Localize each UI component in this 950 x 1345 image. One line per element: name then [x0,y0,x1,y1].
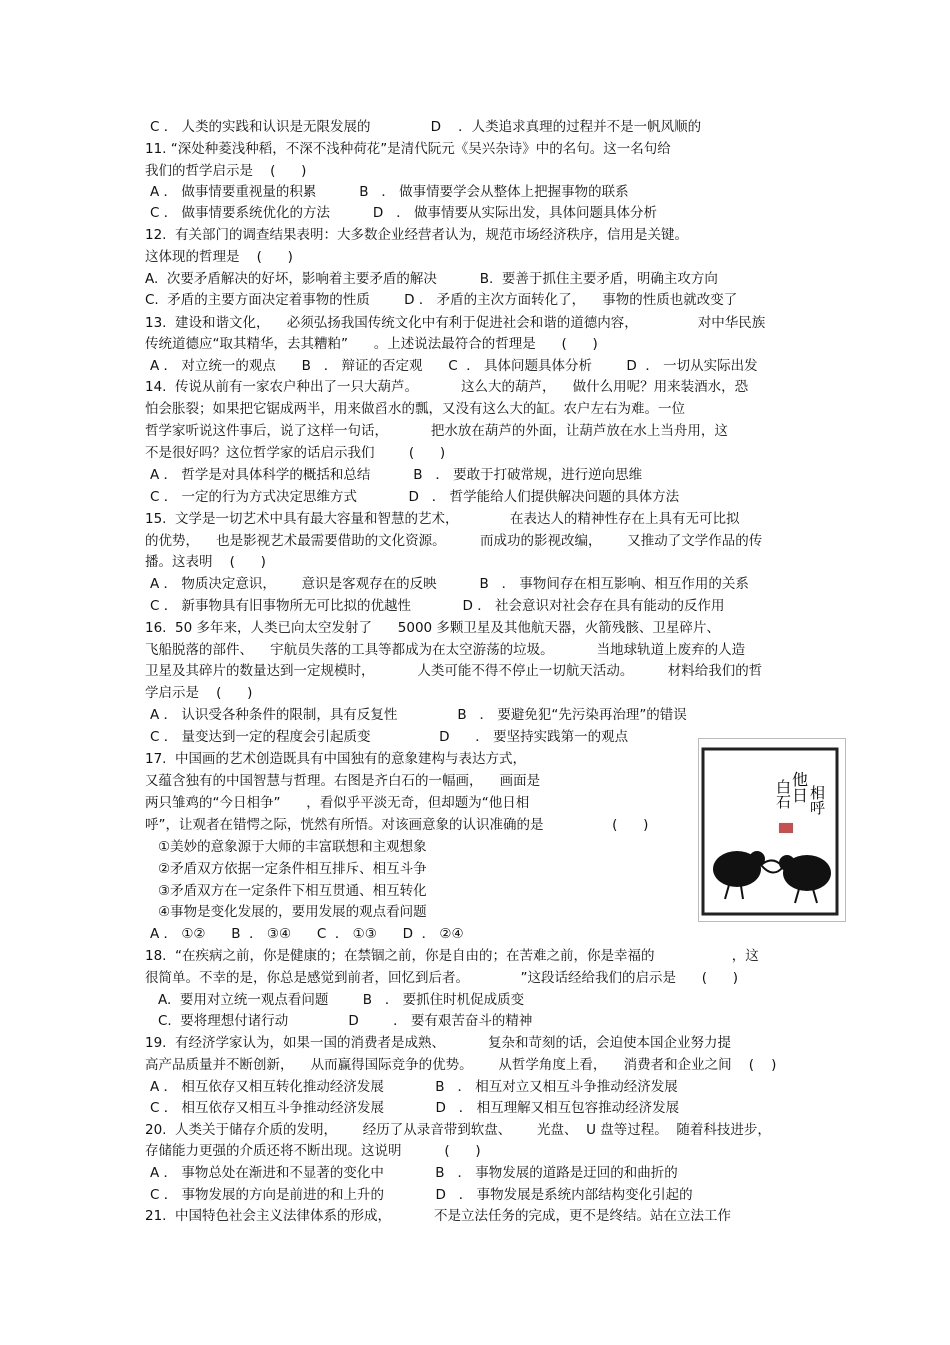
text-line: 哲学家听说这件事后，说了这样一句话， 把水放在葫芦的外面，让葫芦放在水上当舟用，这 [145,423,728,439]
text-line: 存储能力更强的介质还将不断出现。这说明 ( ) [145,1143,481,1159]
text-line: 播。这表明 ( ) [145,554,266,570]
text-line: 的优势， 也是影视艺术最需要借助的文化资源。 而成功的影视改编， 又推动了文学作品的传 [145,533,763,549]
text-line: 15. 文学是一切艺术中具有最大容量和智慧的艺术， 在表达人的精神性存在上具有无可比拟 [145,511,740,527]
text-line: A ． 相互依存又相互转化推动经济发展 B ． 相互对立又相互斗争推动经济发展 [150,1079,678,1095]
text-line: 呼”，让观者在错愕之际，恍然有所悟。对该画意象的认识准确的是 ( ) [145,817,649,833]
text-line: ③矛盾双方在一定条件下相互贯通、相互转化 [158,883,427,899]
inscription-1: 他日 [789,771,809,803]
text-line: 这体现的哲理是 ( ) [145,249,293,265]
text-line: 高产品质量并不断创新， 从而赢得国际竞争的优势。 从哲学角度上看， 消费者和企业之间 ( ) [145,1057,777,1073]
text-line: A ． 做事情要重视量的积累 B ． 做事情要学会从整体上把握事物的联系 [150,184,629,200]
text-line: 学启示是 ( ) [145,685,253,701]
text-line: 21. 中国特色社会主义法律体系的形成， 不是立法任务的完成，更不是终结。站在立法工作 [145,1208,731,1224]
text-line: 11. “深处种菱浅种稻，不深不浅种荷花”是清代阮元《吴兴杂诗》中的名句。这一名句给 [145,141,671,157]
text-line: C ． 做事情要系统优化的方法 D ． 做事情要从实际出发，具体问题具体分析 [150,205,657,221]
text-line: A ． 哲学是对具体科学的概括和总结 B ． 要敢于打破常规，进行逆向思维 [150,467,643,483]
text-line: 又蕴含独有的中国智慧与哲理。右图是齐白石的一幅画， 画面是 [145,773,541,789]
qi-baishi-painting-image [698,738,846,922]
text-line: A ． 物质决定意识， 意识是客观存在的反映 B ． 事物间存在相互影响、相互作用的关系 [150,576,749,592]
text-line: 两只雏鸡的“今日相争” ，看似乎平淡无奇，但却题为“他日相 [145,795,530,811]
text-line: 14. 传说从前有一家农户种出了一只大葫芦。 这么大的葫芦， 做什么用呢？用来装酒水，恐 [145,379,749,395]
painting-svg [699,739,845,921]
text-line: 传统道德应“取其精华，去其糟粕” 。上述说法最符合的哲理是 ( ) [145,336,598,352]
text-line: 13. 建设和谐文化， 必须弘扬我国传统文化中有利于促进社会和谐的道德内容， 对中华民族 [145,315,766,331]
text-line: 16. 50 多年来，人类已向太空发射了 5000 多颗卫星及其他航天器，火箭残骸、卫星碎片、 [145,620,720,636]
text-line: C ． 相互依存又相互斗争推动经济发展 D ． 相互理解又相互包容推动经济发展 [150,1100,680,1116]
text-line: C ． 人类的实践和认识是无限发展的 D ．人类追求真理的过程并不是一帆风顺的 [150,119,702,135]
text-line: C ． 一定的行为方式决定思维方式 D ． 哲学能给人们提供解决问题的具体方法 [150,489,680,505]
text-line: 17. 中国画的艺术创造既具有中国独有的意象建构与表达方式， [145,751,527,767]
text-line: C ． 新事物具有旧事物所无可比拟的优越性 D ． 社会意识对社会存在具有能动的反作用 [150,598,725,614]
text-line: 很简单。不幸的是，你总是感觉到前者，回忆到后者。 ”这段话经给我们的启示是 ( ) [145,970,739,986]
text-line: 18. “在疾病之前，你是健康的；在禁锢之前，你是自由的；在苦难之前，你是幸福的 ，这 [145,948,759,964]
text-line: A. 次要矛盾解决的好坏，影响着主要矛盾的解决 B. 要善于抓住主要矛盾，明确主攻方向 [145,271,718,287]
text-line: ②矛盾双方依据一定条件相互排斥、相互斗争 [158,861,427,877]
text-line: A. 要用对立统一观点看问题 B ． 要抓住时机促成质变 [158,992,525,1008]
text-line: 卫星及其碎片的数量达到一定规模时， 人类可能不得不停止一切航天活动。 材料给我们的哲 [145,663,763,679]
text-line: C. 矛盾的主要方面决定着事物的性质 D ． 矛盾的主次方面转化了， 事物的性质也就改变了 [145,292,738,308]
text-line: A ． 对立统一的观点 B ． 辩证的否定观 C ． 具体问题具体分析 D ． 一切从实际出发 [150,358,758,374]
text-line: A ． ①② B ． ③④ C ． ①③ D ． ②④ [150,926,464,942]
inscription-3: 相呼 [808,785,826,815]
text-line: 19. 有经济学家认为，如果一国的消费者是成熟、 复杂和苛刻的话，会迫使本国企业努力提 [145,1035,731,1051]
text-line: A ． 认识受各种条件的限制，具有反复性 B ． 要避免犯“先污染再治理”的错误 [150,707,687,723]
text-line: C ． 量变达到一定的程度会引起质变 D ． 要坚持实践第一的观点 [150,729,629,745]
text-line: 12. 有关部门的调查结果表明：大多数企业经营者认为，规范市场经济秩序，信用是关键。 [145,227,689,243]
text-line: ④事物是变化发展的，要用发展的观点看问题 [158,904,427,920]
text-line: ①美妙的意象源于大师的丰富联想和主观想象 [158,839,427,855]
inscription-2: 白石 [774,779,792,809]
text-line: A ． 事物总处在渐进和不显著的变化中 B ． 事物发展的道路是迂回的和曲折的 [150,1165,678,1181]
seal-stamp [779,823,793,833]
text-line: 飞船脱落的部件、 宇航员失落的工具等都成为在太空游荡的垃圾。 当地球轨道上废弃的人造 [145,642,746,658]
text-line: C ． 事物发展的方向是前进的和上升的 D ． 事物发展是系统内部结构变化引起的 [150,1187,693,1203]
text-line: 我们的哲学启示是 ( ) [145,163,307,179]
text-line: 不是很好吗？这位哲学家的话启示我们 ( ) [145,445,446,461]
text-line: 20. 人类关于储存介质的发明， 经历了从录音带到软盘、 光盘、 U 盘等过程。 随着科技进步， [145,1122,771,1138]
text-line: C. 要将理想付诸行动 D ． 要有艰苦奋斗的精神 [158,1013,533,1029]
text-line: 怕会胀裂；如果把它锯成两半，用来做舀水的瓢，又没有这么大的缸。农户左右为难。一位 [145,401,685,417]
